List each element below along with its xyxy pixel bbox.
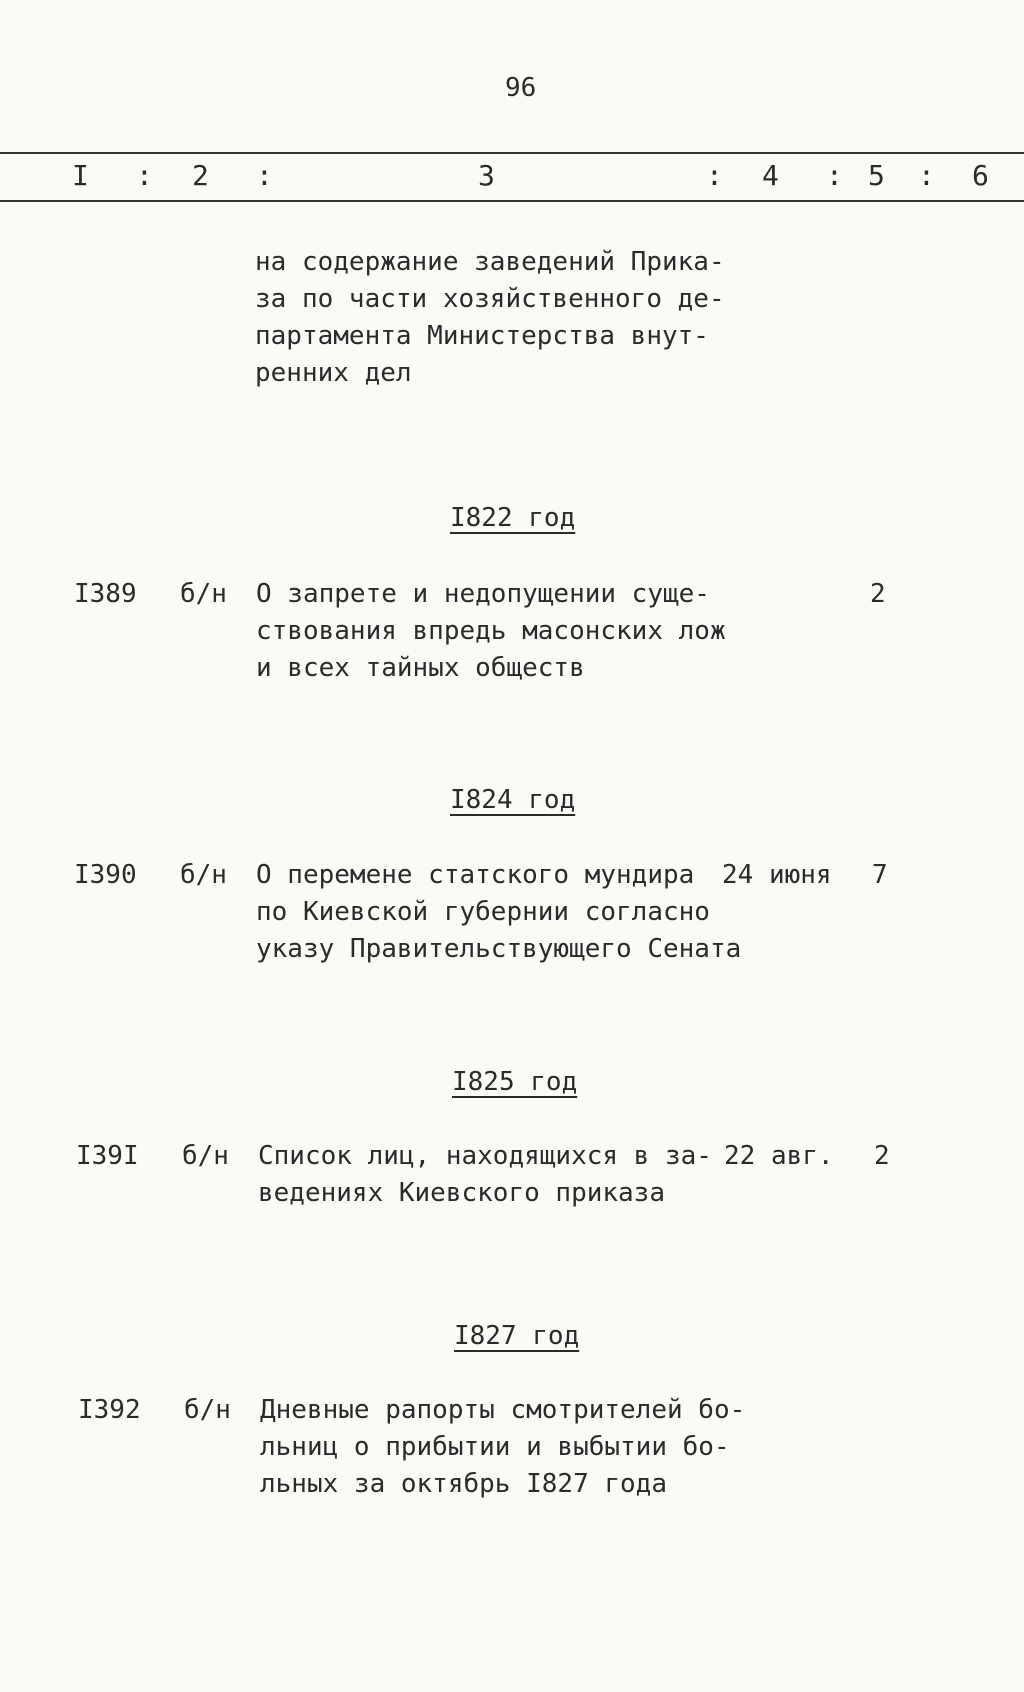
column-separator: : — [136, 159, 153, 192]
year-heading: I822 год — [450, 503, 576, 533]
header-rule-bottom — [0, 200, 1024, 202]
entry-date: 24 июня — [722, 860, 832, 890]
description-line: партамента Министерства внут- — [255, 321, 709, 351]
column-separator: : — [256, 159, 273, 192]
entry-sheets: 7 — [872, 860, 888, 890]
year-heading: I827 год — [454, 1321, 580, 1351]
year-heading: I824 год — [450, 785, 576, 815]
page-number: 96 — [505, 73, 537, 103]
description-line: ствования впредь масонских лож — [256, 616, 726, 646]
column-header-6: 6 — [972, 159, 989, 192]
description-line: по Киевской губернии согласно — [256, 897, 710, 927]
entry-index: б/н — [184, 1395, 231, 1425]
entry-number: I390 — [74, 860, 137, 890]
column-header-4: 4 — [762, 159, 779, 192]
column-header-2: 2 — [192, 159, 209, 192]
year-heading: I825 год — [452, 1067, 578, 1097]
description-line: Дневные рапорты смотрителей бо- — [260, 1395, 746, 1425]
description-line: на содержание заведений Прика- — [255, 247, 725, 277]
entry-index: б/н — [180, 860, 227, 890]
entry-number: I389 — [74, 579, 137, 609]
column-header-1: I — [72, 159, 89, 192]
column-header-5: 5 — [868, 159, 885, 192]
description-line: указу Правительствующего Сената — [256, 934, 742, 964]
description-line: Список лиц, находящихся в за- — [258, 1141, 712, 1171]
entry-sheets: 2 — [870, 579, 886, 609]
column-separator: : — [918, 159, 935, 192]
column-separator: : — [706, 159, 723, 192]
description-line: и всех тайных обществ — [256, 653, 585, 683]
description-line: ренних дел — [255, 358, 412, 388]
header-rule-top — [0, 152, 1024, 154]
entry-number: I392 — [78, 1395, 141, 1425]
description-line: О перемене статского мундира — [256, 860, 695, 890]
description-line: О запрете и недопущении суще- — [256, 579, 710, 609]
column-separator: : — [826, 159, 843, 192]
entry-index: б/н — [180, 579, 227, 609]
description-line: льных за октябрь I827 года — [260, 1469, 667, 1499]
entry-sheets: 2 — [874, 1141, 890, 1171]
description-line: за по части хозяйственного де- — [255, 284, 725, 314]
entry-number: I39I — [76, 1141, 139, 1171]
column-header-3: 3 — [478, 159, 495, 192]
description-line: ведениях Киевского приказа — [258, 1178, 665, 1208]
entry-index: б/н — [182, 1141, 229, 1171]
description-line: льниц о прибытии и выбытии бо- — [260, 1432, 730, 1462]
entry-date: 22 авг. — [724, 1141, 834, 1171]
